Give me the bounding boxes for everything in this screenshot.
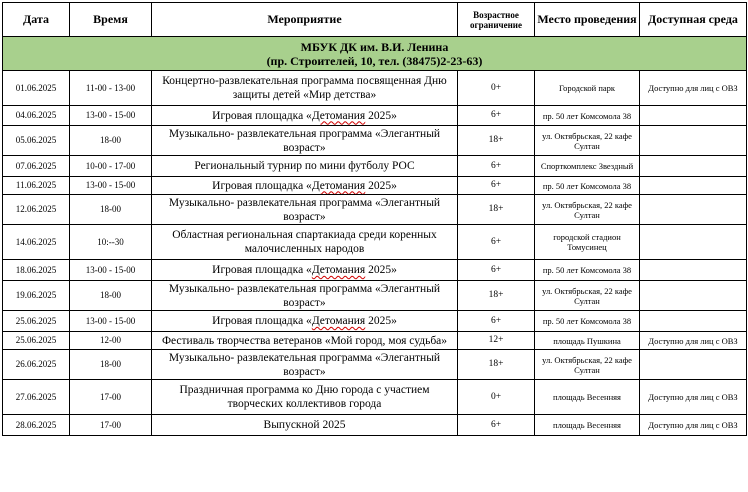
time-cell: 18-00 (70, 126, 152, 156)
event-text: Игровая площадка « (212, 264, 312, 276)
age-cell: 0+ (458, 71, 535, 106)
age-cell: 6+ (458, 156, 535, 177)
date-cell: 19.06.2025 (3, 281, 70, 311)
table-row (3, 106, 747, 126)
access-cell (640, 156, 747, 177)
time-cell: 11-00 - 13-00 (70, 71, 152, 106)
date-cell: 04.06.2025 (3, 106, 70, 126)
schedule-rows (3, 71, 747, 436)
access-cell (640, 311, 747, 332)
time-cell: 13-00 - 15-00 (70, 106, 152, 126)
time-cell: 13-00 - 15-00 (70, 177, 152, 195)
table-row (3, 415, 747, 436)
event-cell: Областная региональная спартакиада среди коренных малочисленных народов (152, 225, 458, 260)
event-cell: Фестиваль творчества ветеранов «Мой город, моя судьба» (152, 332, 458, 350)
age-cell: 6+ (458, 311, 535, 332)
age-cell: 6+ (458, 106, 535, 126)
organization-address: (пр. Строителей, 10, тел. (38475)2-23-63) (266, 53, 483, 68)
age-cell: 6+ (458, 415, 535, 436)
place-cell: площадь Весенняя (535, 415, 640, 436)
table-row (3, 350, 747, 380)
event-highlight: Детомания (311, 179, 366, 192)
date-cell: 12.06.2025 (3, 195, 70, 225)
organization-name: МБУК ДК им. В.И. Ленина (300, 39, 449, 54)
time-cell: 18-00 (70, 195, 152, 225)
event-cell: Концертно-развлекательная программа посвященная Дню защиты детей «Мир детства» (152, 71, 458, 106)
access-cell: Доступно для лиц с ОВЗ (640, 71, 747, 106)
event-cell: Музыкально- развлекательная программа «Элегантный возраст» (152, 281, 458, 311)
age-cell: 6+ (458, 225, 535, 260)
access-cell (640, 126, 747, 156)
table-row (3, 71, 747, 106)
date-cell: 01.06.2025 (3, 71, 70, 106)
date-cell: 25.06.2025 (3, 332, 70, 350)
table-row (3, 380, 747, 415)
time-cell: 10:--30 (70, 225, 152, 260)
access-cell (640, 106, 747, 126)
event-text: 2025» (365, 109, 397, 122)
event-cell (152, 311, 458, 332)
age-cell: 18+ (458, 350, 535, 380)
place-cell: ул. Октябрьская, 22 кафе Султан (535, 195, 640, 225)
table-row (3, 311, 747, 332)
date-cell: 11.06.2025 (3, 177, 70, 195)
header-time: Время (70, 3, 152, 37)
time-cell: 17-00 (70, 380, 152, 415)
header-age: Возрастное ограничение (458, 3, 535, 37)
event-cell (152, 106, 458, 126)
access-cell (640, 225, 747, 260)
place-cell: городской стадион Томусинец (535, 225, 640, 260)
table-row (3, 260, 747, 281)
time-cell: 13-00 - 15-00 (70, 260, 152, 281)
event-cell: Музыкально- развлекательная программа «Элегантный возраст» (152, 195, 458, 225)
event-text: Игровая площадка « (212, 315, 312, 327)
event-cell: Выпускной 2025 (152, 415, 458, 436)
time-cell: 18-00 (70, 350, 152, 380)
event-cell (152, 177, 458, 195)
event-cell: Музыкально- развлекательная программа «Элегантный возраст» (152, 350, 458, 380)
table-row (3, 225, 747, 260)
access-cell (640, 350, 747, 380)
header-row (3, 3, 747, 37)
header-place: Место проведения (535, 3, 640, 37)
event-highlight: Детомания (311, 264, 366, 276)
table-row (3, 195, 747, 225)
time-cell: 17-00 (70, 415, 152, 436)
place-cell: пр. 50 лет Комсомола 38 (535, 177, 640, 195)
time-cell: 13-00 - 15-00 (70, 311, 152, 332)
age-cell: 0+ (458, 380, 535, 415)
place-cell: ул. Октябрьская, 22 кафе Султан (535, 281, 640, 311)
date-cell: 25.06.2025 (3, 311, 70, 332)
event-highlight: Детомания (311, 109, 366, 122)
place-cell: площадь Пушкина (535, 332, 640, 350)
table-row (3, 281, 747, 311)
age-cell: 12+ (458, 332, 535, 350)
event-highlight: Детомания (311, 315, 366, 327)
time-cell: 12-00 (70, 332, 152, 350)
date-cell: 14.06.2025 (3, 225, 70, 260)
age-cell: 18+ (458, 195, 535, 225)
place-cell: пр. 50 лет Комсомола 38 (535, 311, 640, 332)
header-event: Мероприятие (152, 3, 458, 37)
event-cell (152, 260, 458, 281)
access-cell (640, 195, 747, 225)
place-cell: Спорткомплекс Звездный (535, 156, 640, 177)
place-cell: пр. 50 лет Комсомола 38 (535, 106, 640, 126)
place-cell: ул. Октябрьская, 22 кафе Султан (535, 126, 640, 156)
place-cell: пр. 50 лет Комсомола 38 (535, 260, 640, 281)
date-cell: 28.06.2025 (3, 415, 70, 436)
place-cell: ул. Октябрьская, 22 кафе Султан (535, 350, 640, 380)
event-text: 2025» (365, 315, 397, 327)
access-cell: Доступно для лиц с ОВЗ (640, 415, 747, 436)
age-cell: 18+ (458, 126, 535, 156)
access-cell: Доступно для лиц с ОВЗ (640, 332, 747, 350)
date-cell: 27.06.2025 (3, 380, 70, 415)
event-cell: Музыкально- развлекательная программа «Элегантный возраст» (152, 126, 458, 156)
event-text: Игровая площадка « (212, 179, 312, 192)
table-row (3, 177, 747, 195)
age-cell: 6+ (458, 260, 535, 281)
access-cell (640, 260, 747, 281)
event-cell: Праздничная программа ко Дню города с участием творческих коллективов города (152, 380, 458, 415)
organization-cell (3, 37, 747, 71)
table-row (3, 126, 747, 156)
access-cell: Доступно для лиц с ОВЗ (640, 380, 747, 415)
date-cell: 26.06.2025 (3, 350, 70, 380)
table-row (3, 156, 747, 177)
place-cell: Городской парк (535, 71, 640, 106)
header-date: Дата (3, 3, 70, 37)
access-cell (640, 177, 747, 195)
event-cell: Региональный турнир по мини футболу РОС (152, 156, 458, 177)
schedule-table (2, 2, 747, 436)
age-cell: 18+ (458, 281, 535, 311)
table-row (3, 332, 747, 350)
event-text: Игровая площадка « (212, 109, 312, 122)
age-cell: 6+ (458, 177, 535, 195)
place-cell: площадь Весенняя (535, 380, 640, 415)
access-cell (640, 281, 747, 311)
event-text: 2025» (365, 264, 397, 276)
date-cell: 18.06.2025 (3, 260, 70, 281)
date-cell: 05.06.2025 (3, 126, 70, 156)
time-cell: 10-00 - 17-00 (70, 156, 152, 177)
date-cell: 07.06.2025 (3, 156, 70, 177)
event-text: 2025» (365, 179, 397, 192)
time-cell: 18-00 (70, 281, 152, 311)
organization-row (3, 37, 747, 71)
header-access: Доступная среда (640, 3, 747, 37)
